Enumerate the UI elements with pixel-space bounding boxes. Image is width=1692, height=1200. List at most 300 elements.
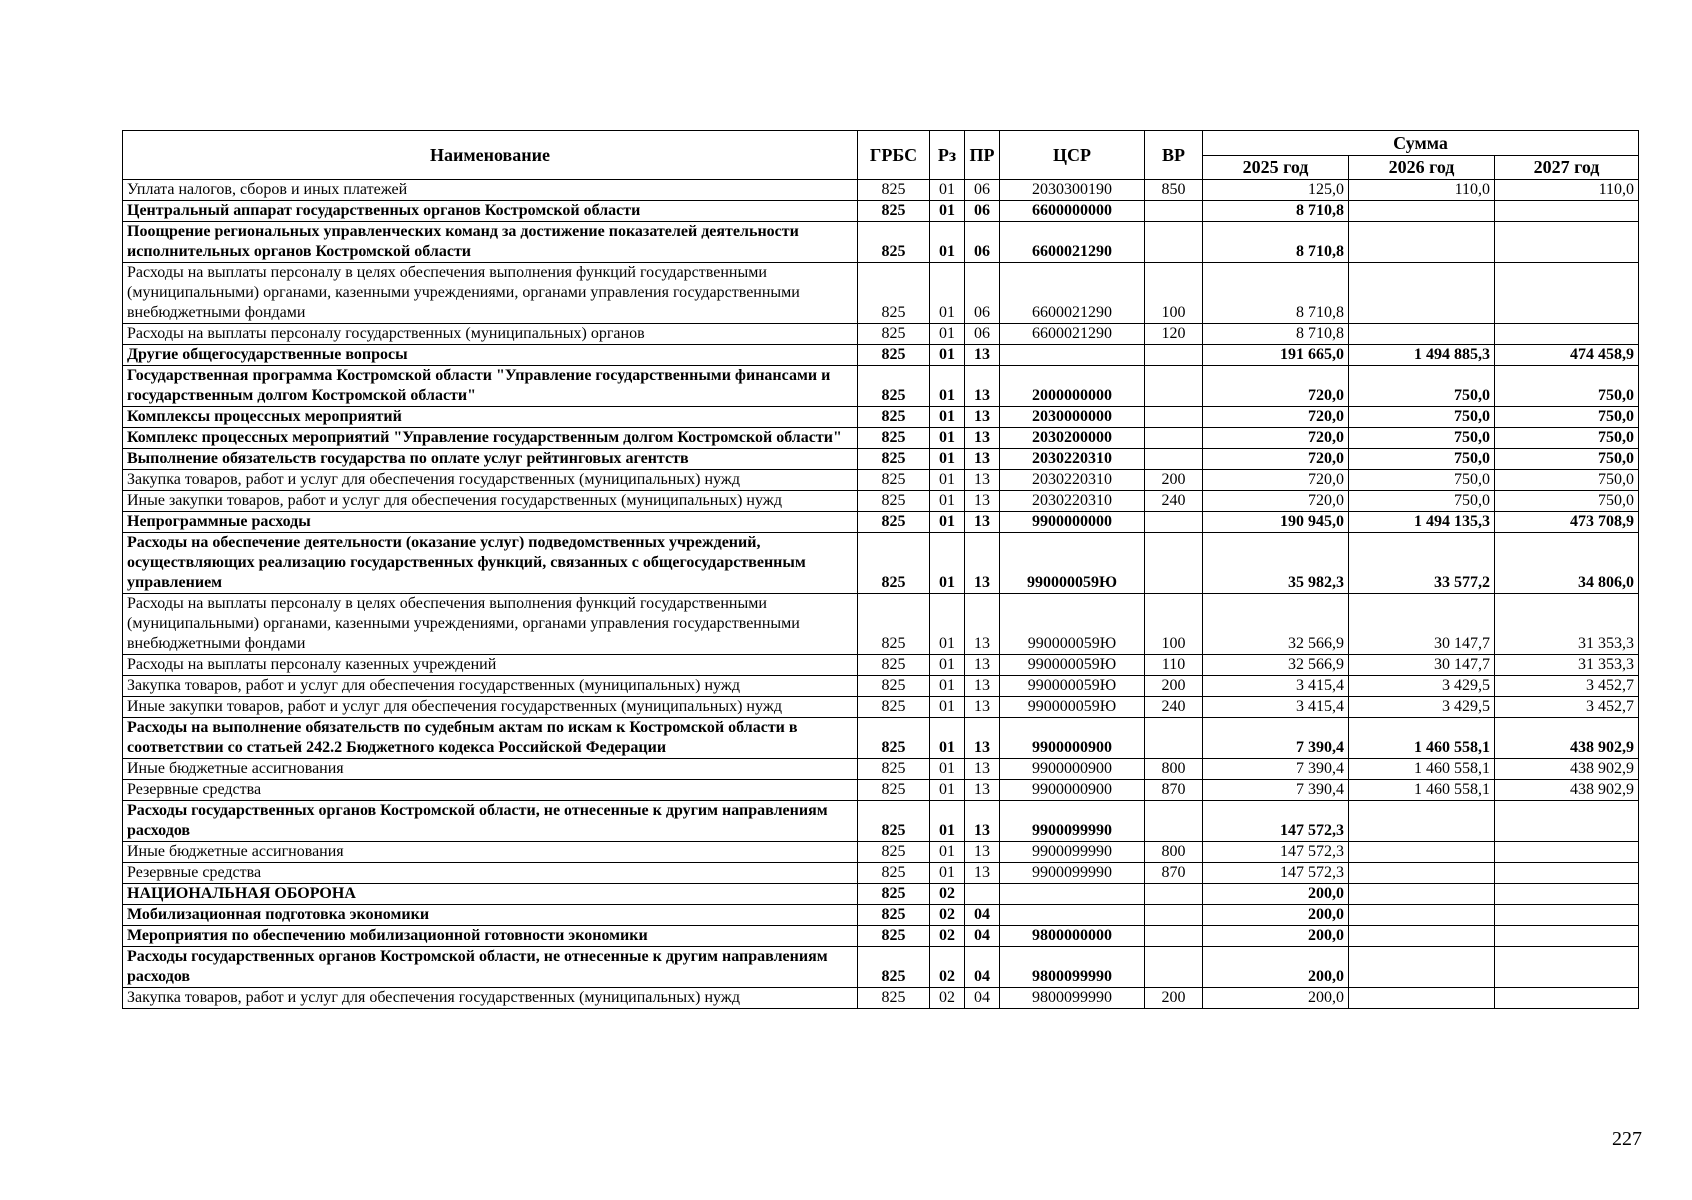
cell-sum-2027 bbox=[1495, 863, 1639, 884]
cell-sum-2027: 438 902,9 bbox=[1495, 780, 1639, 801]
cell-sum-2025: 3 415,4 bbox=[1203, 697, 1349, 718]
cell-csr: 6600000000 bbox=[1000, 201, 1145, 222]
cell-name: Комплексы процессных мероприятий bbox=[123, 407, 858, 428]
cell-vr: 100 bbox=[1145, 594, 1203, 655]
cell-sum-2027 bbox=[1495, 801, 1639, 842]
cell-rz: 01 bbox=[930, 366, 965, 407]
cell-pr: 13 bbox=[965, 780, 1000, 801]
table-row bbox=[123, 842, 1639, 863]
cell-name: Расходы на выплаты персоналу в целях обеспечения выполнения функций государственными (муниципальными) органами, казенными учреждениями, органами управления государственными внебюджетными фондами bbox=[123, 594, 858, 655]
cell-sum-2026: 1 460 558,1 bbox=[1349, 718, 1495, 759]
cell-sum-2027: 750,0 bbox=[1495, 449, 1639, 470]
cell-pr: 06 bbox=[965, 324, 1000, 345]
cell-pr: 13 bbox=[965, 697, 1000, 718]
cell-name: Расходы на выплаты персоналу казенных учреждений bbox=[123, 655, 858, 676]
cell-sum-2025: 200,0 bbox=[1203, 905, 1349, 926]
cell-vr bbox=[1145, 801, 1203, 842]
table-row bbox=[123, 594, 1639, 655]
cell-vr: 850 bbox=[1145, 180, 1203, 201]
cell-name: Комплекс процессных мероприятий "Управление государственным долгом Костромской области" bbox=[123, 428, 858, 449]
cell-sum-2027 bbox=[1495, 988, 1639, 1009]
cell-vr bbox=[1145, 512, 1203, 533]
cell-pr: 06 bbox=[965, 180, 1000, 201]
cell-sum-2027 bbox=[1495, 263, 1639, 324]
table-row bbox=[123, 222, 1639, 263]
cell-sum-2025: 7 390,4 bbox=[1203, 718, 1349, 759]
cell-grbs: 825 bbox=[858, 947, 930, 988]
table-row bbox=[123, 470, 1639, 491]
cell-rz: 01 bbox=[930, 780, 965, 801]
table-row bbox=[123, 718, 1639, 759]
cell-name: Расходы на выплаты персоналу в целях обеспечения выполнения функций государственными (муниципальными) органами, казенными учреждениями, органами управления государственными внебюджетными фондами bbox=[123, 263, 858, 324]
cell-rz: 01 bbox=[930, 407, 965, 428]
cell-sum-2026: 750,0 bbox=[1349, 407, 1495, 428]
cell-vr: 100 bbox=[1145, 263, 1203, 324]
table-row bbox=[123, 201, 1639, 222]
cell-sum-2025: 200,0 bbox=[1203, 988, 1349, 1009]
table-row bbox=[123, 926, 1639, 947]
table-row bbox=[123, 759, 1639, 780]
cell-pr: 04 bbox=[965, 905, 1000, 926]
cell-vr bbox=[1145, 222, 1203, 263]
cell-sum-2026: 3 429,5 bbox=[1349, 697, 1495, 718]
cell-csr: 9900099990 bbox=[1000, 801, 1145, 842]
cell-sum-2026: 750,0 bbox=[1349, 470, 1495, 491]
cell-csr: 9800099990 bbox=[1000, 988, 1145, 1009]
table-row bbox=[123, 263, 1639, 324]
cell-grbs: 825 bbox=[858, 780, 930, 801]
page-number: 227 bbox=[1612, 1128, 1642, 1150]
cell-grbs: 825 bbox=[858, 884, 930, 905]
cell-sum-2026 bbox=[1349, 863, 1495, 884]
cell-grbs: 825 bbox=[858, 988, 930, 1009]
cell-sum-2027: 438 902,9 bbox=[1495, 718, 1639, 759]
cell-name: Центральный аппарат государственных органов Костромской области bbox=[123, 201, 858, 222]
cell-name: Иные бюджетные ассигнования bbox=[123, 842, 858, 863]
cell-rz: 02 bbox=[930, 947, 965, 988]
cell-sum-2027 bbox=[1495, 926, 1639, 947]
cell-rz: 01 bbox=[930, 801, 965, 842]
table-row bbox=[123, 366, 1639, 407]
cell-pr: 13 bbox=[965, 533, 1000, 594]
cell-name: Государственная программа Костромской области "Управление государственными финансами и государственным долгом Костромской области" bbox=[123, 366, 858, 407]
cell-name: Закупка товаров, работ и услуг для обеспечения государственных (муниципальных) нужд bbox=[123, 988, 858, 1009]
budget-table bbox=[122, 130, 1639, 1009]
cell-grbs: 825 bbox=[858, 863, 930, 884]
cell-vr bbox=[1145, 926, 1203, 947]
cell-csr: 9800000000 bbox=[1000, 926, 1145, 947]
cell-sum-2025: 147 572,3 bbox=[1203, 863, 1349, 884]
cell-sum-2027: 31 353,3 bbox=[1495, 594, 1639, 655]
cell-csr: 6600021290 bbox=[1000, 222, 1145, 263]
cell-grbs: 825 bbox=[858, 594, 930, 655]
table-row bbox=[123, 884, 1639, 905]
cell-csr: 9900099990 bbox=[1000, 842, 1145, 863]
cell-name: НАЦИОНАЛЬНАЯ ОБОРОНА bbox=[123, 884, 858, 905]
cell-csr: 990000059Ю bbox=[1000, 697, 1145, 718]
table-row bbox=[123, 491, 1639, 512]
cell-pr: 04 bbox=[965, 947, 1000, 988]
table-row bbox=[123, 324, 1639, 345]
cell-sum-2027: 750,0 bbox=[1495, 491, 1639, 512]
cell-sum-2027: 3 452,7 bbox=[1495, 697, 1639, 718]
header-pr: ПР bbox=[965, 131, 1000, 180]
cell-grbs: 825 bbox=[858, 533, 930, 594]
cell-csr: 6600021290 bbox=[1000, 324, 1145, 345]
cell-name: Мобилизационная подготовка экономики bbox=[123, 905, 858, 926]
cell-grbs: 825 bbox=[858, 407, 930, 428]
cell-sum-2027: 110,0 bbox=[1495, 180, 1639, 201]
cell-sum-2026: 750,0 bbox=[1349, 366, 1495, 407]
cell-sum-2027 bbox=[1495, 947, 1639, 988]
cell-rz: 02 bbox=[930, 884, 965, 905]
cell-vr bbox=[1145, 533, 1203, 594]
table-row bbox=[123, 905, 1639, 926]
cell-vr: 800 bbox=[1145, 842, 1203, 863]
cell-csr: 9900000900 bbox=[1000, 718, 1145, 759]
cell-rz: 01 bbox=[930, 263, 965, 324]
cell-rz: 01 bbox=[930, 345, 965, 366]
cell-sum-2026: 750,0 bbox=[1349, 449, 1495, 470]
cell-vr bbox=[1145, 718, 1203, 759]
cell-sum-2027 bbox=[1495, 884, 1639, 905]
cell-sum-2025: 8 710,8 bbox=[1203, 201, 1349, 222]
cell-sum-2026 bbox=[1349, 201, 1495, 222]
cell-pr: 13 bbox=[965, 842, 1000, 863]
table-row bbox=[123, 697, 1639, 718]
cell-grbs: 825 bbox=[858, 676, 930, 697]
cell-csr: 2030000000 bbox=[1000, 407, 1145, 428]
cell-grbs: 825 bbox=[858, 180, 930, 201]
table-row bbox=[123, 655, 1639, 676]
cell-sum-2025: 8 710,8 bbox=[1203, 263, 1349, 324]
cell-vr bbox=[1145, 905, 1203, 926]
cell-name: Расходы государственных органов Костромской области, не отнесенные к другим направлениям расходов bbox=[123, 801, 858, 842]
cell-sum-2025: 147 572,3 bbox=[1203, 801, 1349, 842]
cell-sum-2026: 110,0 bbox=[1349, 180, 1495, 201]
header-grbs: ГРБС bbox=[858, 131, 930, 180]
cell-vr bbox=[1145, 345, 1203, 366]
cell-sum-2025: 147 572,3 bbox=[1203, 842, 1349, 863]
cell-sum-2025: 720,0 bbox=[1203, 428, 1349, 449]
cell-sum-2026 bbox=[1349, 222, 1495, 263]
cell-rz: 01 bbox=[930, 594, 965, 655]
header-name: Наименование bbox=[123, 131, 858, 180]
cell-name: Расходы государственных органов Костромской области, не отнесенные к другим направлениям расходов bbox=[123, 947, 858, 988]
table-row bbox=[123, 407, 1639, 428]
cell-sum-2025: 35 982,3 bbox=[1203, 533, 1349, 594]
cell-sum-2025: 7 390,4 bbox=[1203, 780, 1349, 801]
cell-sum-2027 bbox=[1495, 842, 1639, 863]
cell-sum-2026: 30 147,7 bbox=[1349, 655, 1495, 676]
cell-sum-2027 bbox=[1495, 201, 1639, 222]
cell-grbs: 825 bbox=[858, 470, 930, 491]
cell-sum-2026: 750,0 bbox=[1349, 491, 1495, 512]
cell-rz: 01 bbox=[930, 428, 965, 449]
cell-vr bbox=[1145, 947, 1203, 988]
cell-pr: 13 bbox=[965, 718, 1000, 759]
cell-vr: 200 bbox=[1145, 676, 1203, 697]
cell-csr: 9900000000 bbox=[1000, 512, 1145, 533]
cell-grbs: 825 bbox=[858, 222, 930, 263]
cell-name: Закупка товаров, работ и услуг для обеспечения государственных (муниципальных) нужд bbox=[123, 470, 858, 491]
header-vr: ВР bbox=[1145, 131, 1203, 180]
cell-name: Иные бюджетные ассигнования bbox=[123, 759, 858, 780]
cell-pr: 13 bbox=[965, 449, 1000, 470]
cell-csr: 990000059Ю bbox=[1000, 655, 1145, 676]
cell-csr: 6600021290 bbox=[1000, 263, 1145, 324]
cell-rz: 01 bbox=[930, 759, 965, 780]
header-sum: Сумма bbox=[1203, 131, 1639, 156]
cell-sum-2025: 191 665,0 bbox=[1203, 345, 1349, 366]
cell-sum-2026: 1 460 558,1 bbox=[1349, 759, 1495, 780]
cell-sum-2025: 8 710,8 bbox=[1203, 324, 1349, 345]
cell-vr bbox=[1145, 366, 1203, 407]
cell-pr: 13 bbox=[965, 863, 1000, 884]
cell-sum-2026: 3 429,5 bbox=[1349, 676, 1495, 697]
cell-pr: 04 bbox=[965, 988, 1000, 1009]
cell-sum-2026 bbox=[1349, 905, 1495, 926]
cell-grbs: 825 bbox=[858, 801, 930, 842]
cell-pr: 13 bbox=[965, 470, 1000, 491]
header-csr: ЦСР bbox=[1000, 131, 1145, 180]
table-header bbox=[123, 131, 1639, 180]
cell-pr: 13 bbox=[965, 428, 1000, 449]
cell-name: Расходы на выполнение обязательств по судебным актам по искам к Костромской области в соответствии со статьей 242.2 Бюджетного кодекса Российской Федерации bbox=[123, 718, 858, 759]
cell-pr: 13 bbox=[965, 655, 1000, 676]
cell-rz: 01 bbox=[930, 222, 965, 263]
cell-vr: 200 bbox=[1145, 470, 1203, 491]
cell-sum-2025: 32 566,9 bbox=[1203, 655, 1349, 676]
cell-sum-2027 bbox=[1495, 905, 1639, 926]
cell-sum-2025: 190 945,0 bbox=[1203, 512, 1349, 533]
cell-grbs: 825 bbox=[858, 449, 930, 470]
cell-name: Мероприятия по обеспечению мобилизационной готовности экономики bbox=[123, 926, 858, 947]
cell-sum-2025: 720,0 bbox=[1203, 366, 1349, 407]
cell-sum-2025: 3 415,4 bbox=[1203, 676, 1349, 697]
cell-vr: 110 bbox=[1145, 655, 1203, 676]
cell-sum-2026 bbox=[1349, 884, 1495, 905]
cell-pr: 13 bbox=[965, 594, 1000, 655]
table-row bbox=[123, 676, 1639, 697]
cell-pr: 13 bbox=[965, 801, 1000, 842]
cell-sum-2027: 474 458,9 bbox=[1495, 345, 1639, 366]
cell-pr: 13 bbox=[965, 676, 1000, 697]
cell-grbs: 825 bbox=[858, 697, 930, 718]
table-row bbox=[123, 801, 1639, 842]
cell-sum-2025: 125,0 bbox=[1203, 180, 1349, 201]
cell-sum-2026 bbox=[1349, 988, 1495, 1009]
cell-pr: 06 bbox=[965, 222, 1000, 263]
cell-sum-2026: 30 147,7 bbox=[1349, 594, 1495, 655]
table-row bbox=[123, 988, 1639, 1009]
cell-pr bbox=[965, 884, 1000, 905]
cell-grbs: 825 bbox=[858, 655, 930, 676]
cell-rz: 01 bbox=[930, 655, 965, 676]
cell-sum-2025: 720,0 bbox=[1203, 491, 1349, 512]
cell-pr: 13 bbox=[965, 512, 1000, 533]
cell-vr: 800 bbox=[1145, 759, 1203, 780]
cell-name: Уплата налогов, сборов и иных платежей bbox=[123, 180, 858, 201]
cell-grbs: 825 bbox=[858, 759, 930, 780]
cell-vr: 240 bbox=[1145, 697, 1203, 718]
cell-grbs: 825 bbox=[858, 366, 930, 407]
cell-grbs: 825 bbox=[858, 491, 930, 512]
cell-grbs: 825 bbox=[858, 263, 930, 324]
cell-rz: 01 bbox=[930, 842, 965, 863]
cell-rz: 01 bbox=[930, 180, 965, 201]
cell-sum-2026 bbox=[1349, 926, 1495, 947]
cell-sum-2026 bbox=[1349, 801, 1495, 842]
cell-pr: 04 bbox=[965, 926, 1000, 947]
cell-csr: 990000059Ю bbox=[1000, 676, 1145, 697]
cell-grbs: 825 bbox=[858, 512, 930, 533]
cell-sum-2026: 1 494 885,3 bbox=[1349, 345, 1495, 366]
cell-vr bbox=[1145, 428, 1203, 449]
cell-grbs: 825 bbox=[858, 345, 930, 366]
cell-csr bbox=[1000, 905, 1145, 926]
cell-rz: 01 bbox=[930, 512, 965, 533]
cell-sum-2026: 1 460 558,1 bbox=[1349, 780, 1495, 801]
cell-name: Выполнение обязательств государства по оплате услуг рейтинговых агентств bbox=[123, 449, 858, 470]
cell-rz: 02 bbox=[930, 926, 965, 947]
table-row bbox=[123, 180, 1639, 201]
cell-rz: 01 bbox=[930, 863, 965, 884]
cell-name: Иные закупки товаров, работ и услуг для обеспечения государственных (муниципальных) нужд bbox=[123, 491, 858, 512]
cell-sum-2025: 720,0 bbox=[1203, 449, 1349, 470]
cell-rz: 01 bbox=[930, 201, 965, 222]
cell-sum-2027: 750,0 bbox=[1495, 366, 1639, 407]
cell-pr: 06 bbox=[965, 263, 1000, 324]
cell-vr bbox=[1145, 884, 1203, 905]
budget-sheet bbox=[122, 130, 1638, 1009]
cell-grbs: 825 bbox=[858, 842, 930, 863]
cell-rz: 02 bbox=[930, 905, 965, 926]
cell-grbs: 825 bbox=[858, 324, 930, 345]
table-row bbox=[123, 947, 1639, 988]
cell-sum-2026: 1 494 135,3 bbox=[1349, 512, 1495, 533]
table-row bbox=[123, 863, 1639, 884]
cell-sum-2025: 200,0 bbox=[1203, 884, 1349, 905]
cell-grbs: 825 bbox=[858, 905, 930, 926]
table-row bbox=[123, 780, 1639, 801]
cell-vr: 200 bbox=[1145, 988, 1203, 1009]
cell-grbs: 825 bbox=[858, 428, 930, 449]
cell-rz: 02 bbox=[930, 988, 965, 1009]
table-row bbox=[123, 533, 1639, 594]
cell-rz: 01 bbox=[930, 533, 965, 594]
cell-sum-2027: 750,0 bbox=[1495, 470, 1639, 491]
cell-pr: 13 bbox=[965, 407, 1000, 428]
cell-rz: 01 bbox=[930, 676, 965, 697]
cell-csr bbox=[1000, 884, 1145, 905]
cell-csr: 9900099990 bbox=[1000, 863, 1145, 884]
cell-csr: 2030220310 bbox=[1000, 491, 1145, 512]
cell-rz: 01 bbox=[930, 449, 965, 470]
cell-csr: 2030220310 bbox=[1000, 449, 1145, 470]
cell-sum-2025: 200,0 bbox=[1203, 926, 1349, 947]
cell-vr: 870 bbox=[1145, 780, 1203, 801]
cell-sum-2027 bbox=[1495, 222, 1639, 263]
cell-name: Поощрение региональных управленческих команд за достижение показателей деятельности исполнительных органов Костромской области bbox=[123, 222, 858, 263]
cell-sum-2025: 32 566,9 bbox=[1203, 594, 1349, 655]
cell-sum-2027: 750,0 bbox=[1495, 428, 1639, 449]
cell-rz: 01 bbox=[930, 324, 965, 345]
cell-csr: 2000000000 bbox=[1000, 366, 1145, 407]
cell-sum-2027: 34 806,0 bbox=[1495, 533, 1639, 594]
header-year-2027: 2027 год bbox=[1495, 155, 1639, 180]
cell-grbs: 825 bbox=[858, 201, 930, 222]
cell-sum-2026: 750,0 bbox=[1349, 428, 1495, 449]
cell-csr: 990000059Ю bbox=[1000, 533, 1145, 594]
table-row bbox=[123, 512, 1639, 533]
cell-sum-2026 bbox=[1349, 324, 1495, 345]
cell-sum-2027: 438 902,9 bbox=[1495, 759, 1639, 780]
cell-name: Иные закупки товаров, работ и услуг для обеспечения государственных (муниципальных) нужд bbox=[123, 697, 858, 718]
cell-pr: 13 bbox=[965, 345, 1000, 366]
cell-csr: 9800099990 bbox=[1000, 947, 1145, 988]
cell-rz: 01 bbox=[930, 718, 965, 759]
cell-csr: 2030220310 bbox=[1000, 470, 1145, 491]
cell-name: Другие общегосударственные вопросы bbox=[123, 345, 858, 366]
cell-sum-2027: 3 452,7 bbox=[1495, 676, 1639, 697]
table-row bbox=[123, 345, 1639, 366]
table-body bbox=[123, 180, 1639, 1009]
table-row bbox=[123, 428, 1639, 449]
cell-pr: 13 bbox=[965, 491, 1000, 512]
cell-csr bbox=[1000, 345, 1145, 366]
cell-pr: 13 bbox=[965, 759, 1000, 780]
cell-sum-2025: 200,0 bbox=[1203, 947, 1349, 988]
cell-csr: 9900000900 bbox=[1000, 759, 1145, 780]
header-year-2026: 2026 год bbox=[1349, 155, 1495, 180]
cell-sum-2027: 473 708,9 bbox=[1495, 512, 1639, 533]
cell-sum-2025: 720,0 bbox=[1203, 470, 1349, 491]
cell-csr: 2030300190 bbox=[1000, 180, 1145, 201]
cell-vr: 870 bbox=[1145, 863, 1203, 884]
cell-sum-2025: 7 390,4 bbox=[1203, 759, 1349, 780]
cell-sum-2026 bbox=[1349, 842, 1495, 863]
cell-csr: 2030200000 bbox=[1000, 428, 1145, 449]
header-rz: Рз bbox=[930, 131, 965, 180]
cell-rz: 01 bbox=[930, 697, 965, 718]
cell-sum-2025: 720,0 bbox=[1203, 407, 1349, 428]
cell-name: Закупка товаров, работ и услуг для обеспечения государственных (муниципальных) нужд bbox=[123, 676, 858, 697]
cell-name: Расходы на выплаты персоналу государственных (муниципальных) органов bbox=[123, 324, 858, 345]
cell-rz: 01 bbox=[930, 491, 965, 512]
cell-sum-2025: 8 710,8 bbox=[1203, 222, 1349, 263]
cell-pr: 06 bbox=[965, 201, 1000, 222]
cell-sum-2027 bbox=[1495, 324, 1639, 345]
cell-rz: 01 bbox=[930, 470, 965, 491]
cell-csr: 9900000900 bbox=[1000, 780, 1145, 801]
cell-vr bbox=[1145, 201, 1203, 222]
cell-vr bbox=[1145, 407, 1203, 428]
cell-pr: 13 bbox=[965, 366, 1000, 407]
cell-name: Непрограммные расходы bbox=[123, 512, 858, 533]
cell-sum-2026 bbox=[1349, 263, 1495, 324]
cell-sum-2026: 33 577,2 bbox=[1349, 533, 1495, 594]
cell-vr: 120 bbox=[1145, 324, 1203, 345]
cell-grbs: 825 bbox=[858, 718, 930, 759]
cell-sum-2026 bbox=[1349, 947, 1495, 988]
cell-vr: 240 bbox=[1145, 491, 1203, 512]
table-row bbox=[123, 449, 1639, 470]
cell-name: Расходы на обеспечение деятельности (оказание услуг) подведомственных учреждений, осуществляющих реализацию государственных функций, связанных с общегосударственным управлением bbox=[123, 533, 858, 594]
cell-sum-2027: 31 353,3 bbox=[1495, 655, 1639, 676]
header-year-2025: 2025 год bbox=[1203, 155, 1349, 180]
cell-csr: 990000059Ю bbox=[1000, 594, 1145, 655]
